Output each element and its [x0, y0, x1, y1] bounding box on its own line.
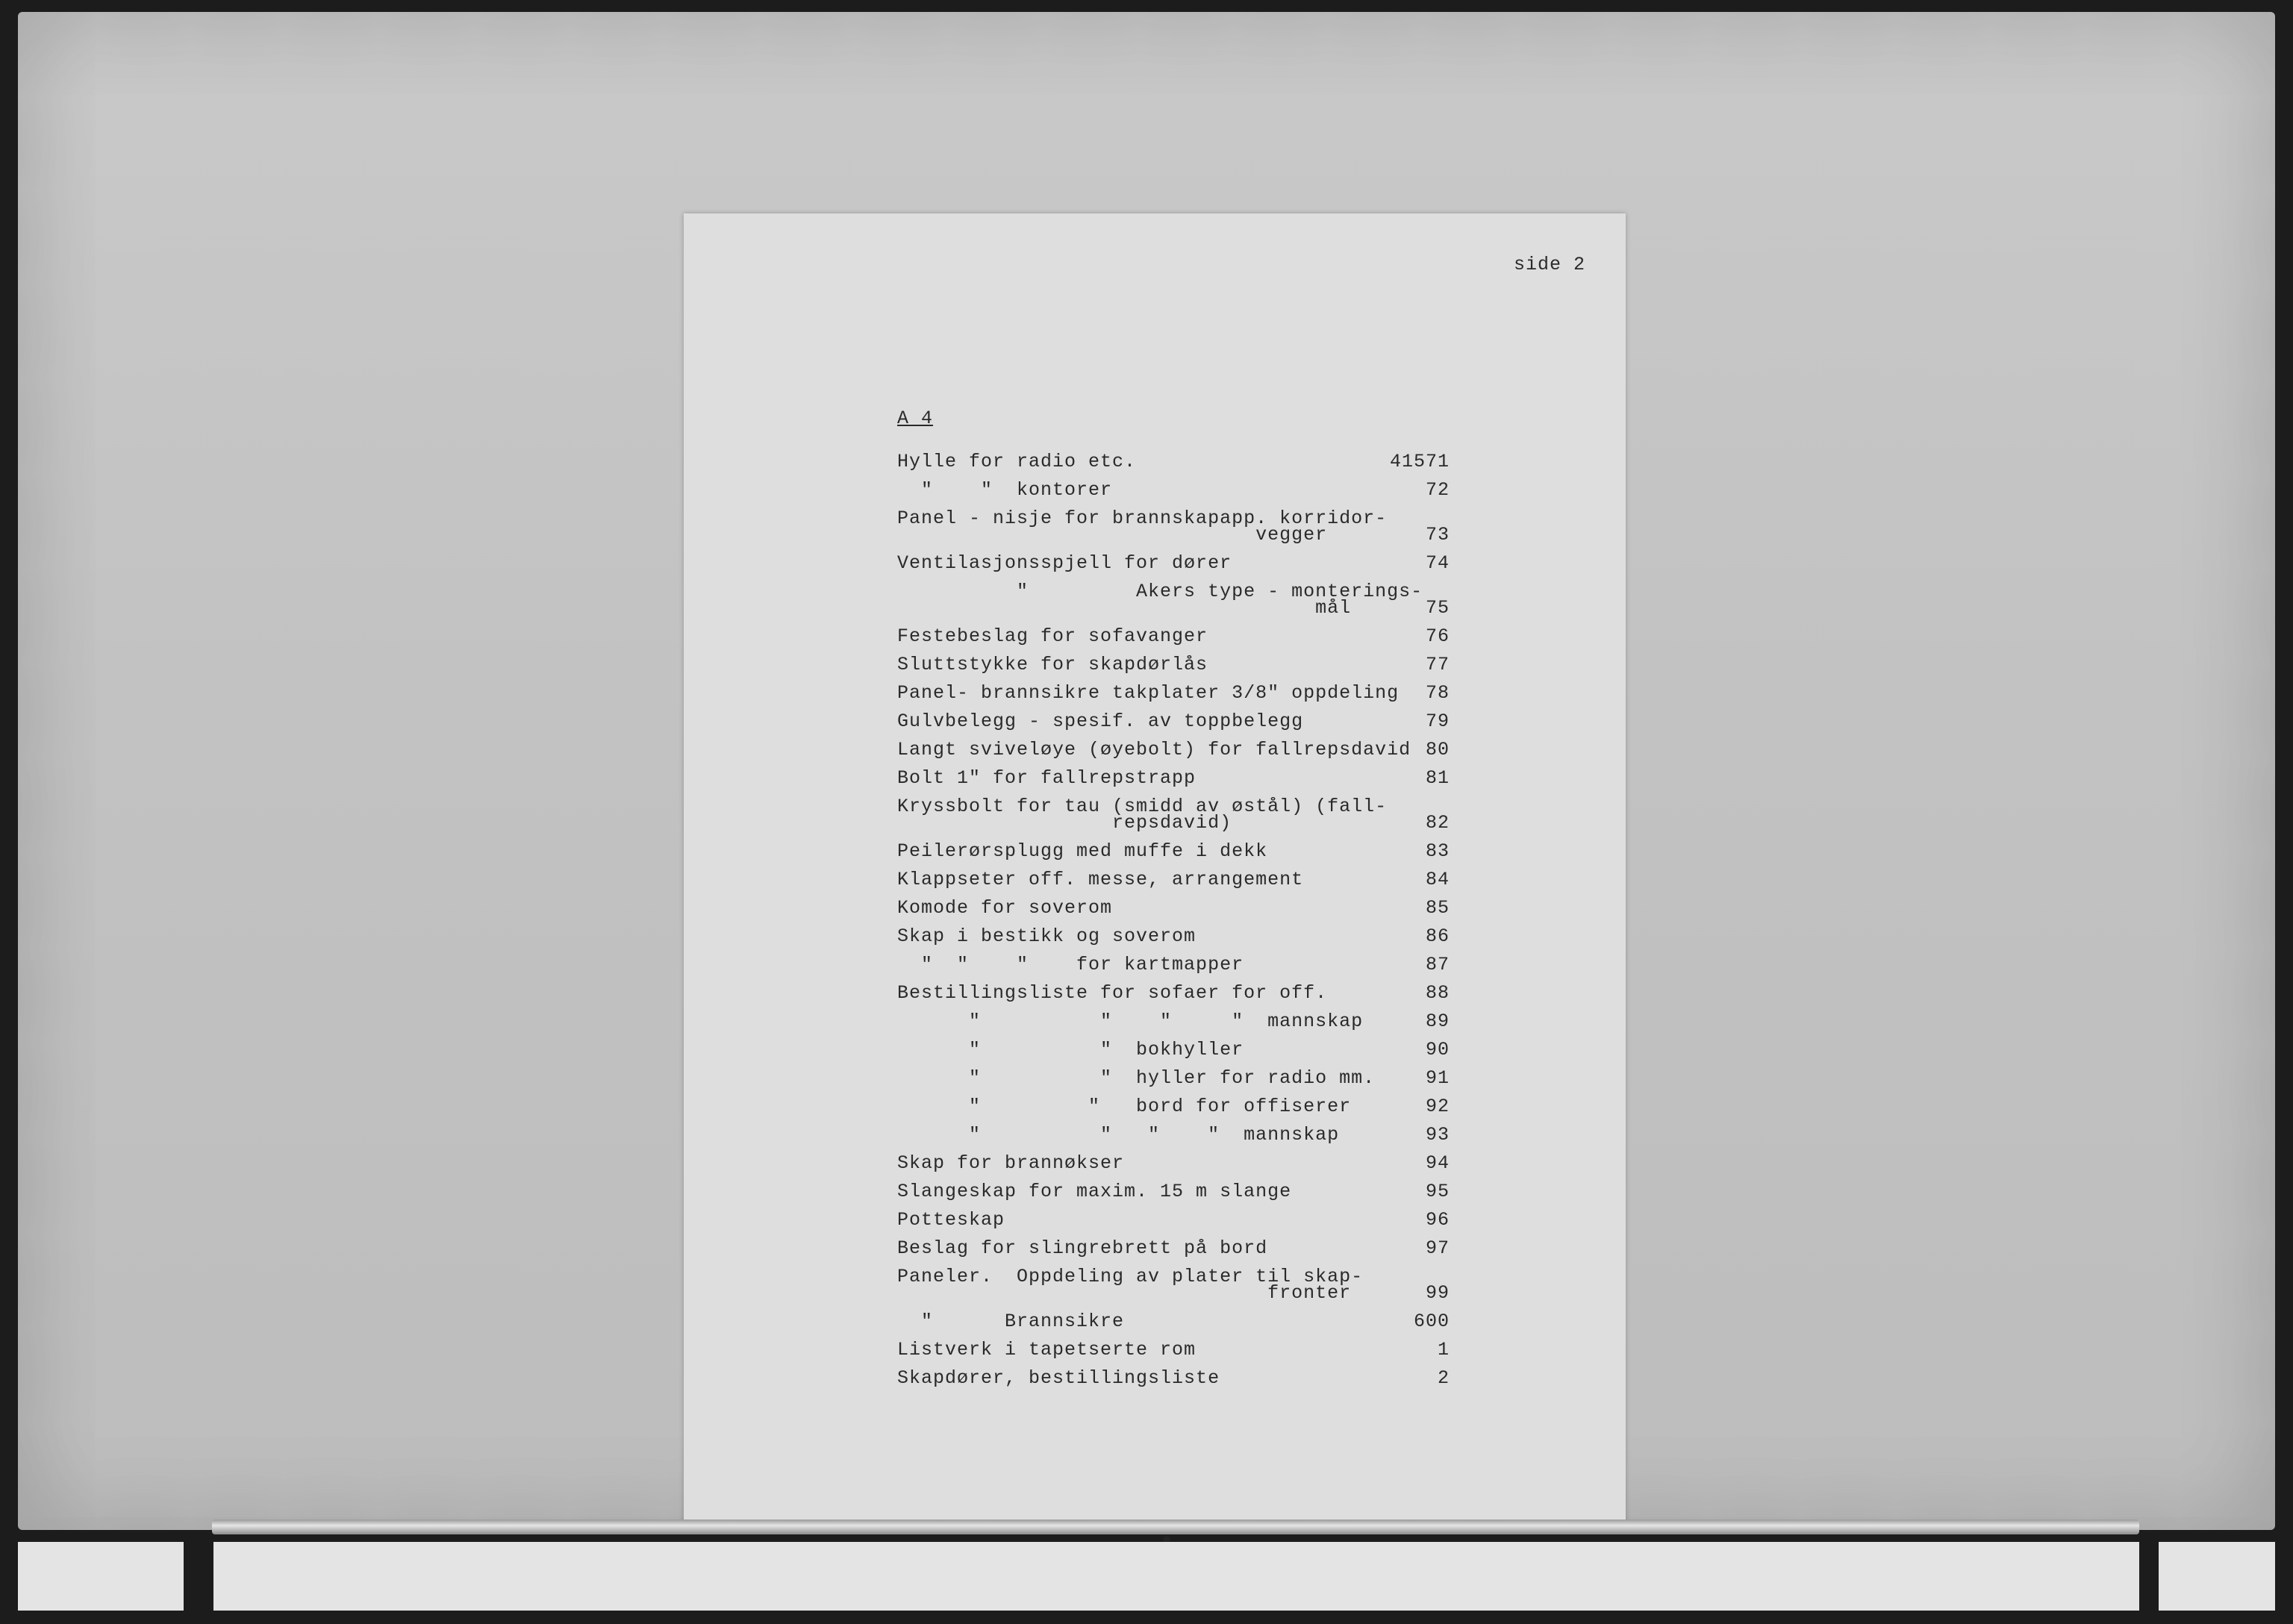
index-entry — [897, 654, 1450, 675]
index-entry — [897, 451, 1450, 472]
index-entry — [897, 1039, 1450, 1061]
entry-text: Skap i bestikk og soverom — [897, 925, 1197, 947]
entry-page-number: 85 — [1425, 897, 1450, 919]
entry-text: " Akers type - monterings- mål — [1017, 581, 1423, 619]
entry-text: " " bord for offiserer — [897, 1096, 1352, 1117]
entry-page-number: 73 — [1425, 524, 1450, 546]
entry-page-number: 86 — [1425, 925, 1450, 947]
entry-page-number: 89 — [1425, 1011, 1450, 1032]
index-entry — [897, 954, 1450, 975]
entry-text: Langt sviveløye (øyebolt) for fallrepsdavid — [897, 739, 1411, 761]
film-strip-right — [2159, 1542, 2275, 1611]
entry-page-number: 78 — [1425, 682, 1450, 704]
entry-page-number: 96 — [1425, 1209, 1450, 1231]
entry-text: Komode for soverom — [897, 897, 1113, 919]
entry-text: Potteskap — [897, 1209, 1005, 1231]
entry-page-number: 83 — [1425, 840, 1450, 862]
entry-page-number: 92 — [1425, 1096, 1450, 1117]
index-entry — [897, 796, 1450, 834]
entry-page-number: 90 — [1425, 1039, 1450, 1061]
entry-page-number: 91 — [1425, 1067, 1450, 1089]
entry-text: " " " " mannskap — [897, 1011, 1364, 1032]
entry-text: " " bokhyller — [897, 1039, 1244, 1061]
entry-page-number: 81 — [1425, 767, 1450, 789]
index-entry — [897, 1209, 1450, 1231]
entry-text: Paneler. Oppdeling av plater til skap- fronter — [897, 1266, 1364, 1304]
entry-text: Slangeskap for maxim. 15 m slange — [897, 1181, 1292, 1202]
index-entry — [897, 869, 1450, 890]
index-entry — [897, 897, 1450, 919]
entry-page-number: 75 — [1425, 597, 1450, 619]
index-entry — [897, 479, 1450, 501]
entry-page-number: 93 — [1425, 1124, 1450, 1146]
index-entry — [897, 925, 1450, 947]
film-strip-center — [213, 1542, 2139, 1611]
index-entry — [897, 1339, 1450, 1361]
entry-page-number: 2 — [1437, 1367, 1450, 1389]
entry-text: " " hyller for radio mm. — [897, 1067, 1376, 1089]
entry-page-number: 87 — [1425, 954, 1450, 975]
entry-text: Kryssbolt for tau (smidd av østål) (fall- repsdavid) — [897, 796, 1388, 834]
index-entry — [897, 581, 1450, 619]
entry-text: Festebeslag for sofavanger — [897, 625, 1208, 647]
index-entry — [897, 1096, 1450, 1117]
entry-text: Beslag for slingrebrett på bord — [897, 1237, 1268, 1259]
index-entry — [897, 1152, 1450, 1174]
entry-text: Listverk i tapetserte rom — [897, 1339, 1197, 1361]
entry-page-number: 1 — [1437, 1339, 1450, 1361]
entry-text: Klappseter off. messe, arrangement — [897, 869, 1304, 890]
entry-page-number: 88 — [1425, 982, 1450, 1004]
entry-page-number: 72 — [1425, 479, 1450, 501]
entry-text: Skapdører, bestillingsliste — [897, 1367, 1220, 1389]
document-page — [684, 213, 1626, 1524]
entry-text: Skap for brannøkser — [897, 1152, 1125, 1174]
index-entry — [897, 1266, 1450, 1304]
entry-page-number: 82 — [1425, 812, 1450, 834]
index-entry — [897, 682, 1450, 704]
index-entry — [897, 508, 1450, 546]
entry-text: Panel- brannsikre takplater 3/8" oppdeling — [897, 682, 1400, 704]
index-entry — [897, 1067, 1450, 1089]
entry-text: " " kontorer — [897, 479, 1113, 501]
entry-page-number: 79 — [1425, 710, 1450, 732]
page-number: side 2 — [1513, 254, 1585, 275]
entry-text: Hylle for radio etc. — [897, 451, 1137, 472]
entry-text: " " " for kartmapper — [897, 954, 1244, 975]
index-entry — [897, 1311, 1450, 1332]
entry-text: Sluttstykke for skapdørlås — [897, 654, 1208, 675]
index-entry — [897, 625, 1450, 647]
index-entry — [897, 1181, 1450, 1202]
index-list — [897, 451, 1450, 1399]
entry-page-number: 77 — [1425, 654, 1450, 675]
entry-page-number: 74 — [1425, 552, 1450, 574]
entry-text: Peilerørsplugg med muffe i dekk — [897, 840, 1268, 862]
index-entry — [897, 840, 1450, 862]
mounting-bar — [212, 1520, 2139, 1534]
film-strip-left — [18, 1542, 184, 1611]
entry-page-number: 99 — [1425, 1282, 1450, 1304]
entry-page-number: 41571 — [1389, 451, 1450, 472]
entry-page-number: 94 — [1425, 1152, 1450, 1174]
entry-page-number: 76 — [1425, 625, 1450, 647]
entry-page-number: 97 — [1425, 1237, 1450, 1259]
entry-page-number: 84 — [1425, 869, 1450, 890]
entry-text: " " " " mannskap — [897, 1124, 1340, 1146]
entry-text: Ventilasjonsspjell for dører — [897, 552, 1232, 574]
index-entry — [897, 767, 1450, 789]
index-entry — [897, 1124, 1450, 1146]
entry-text: Panel - nisje for brannskapapp. korridor- vegger — [897, 508, 1388, 546]
entry-text: Bestillingsliste for sofaer for off. — [897, 982, 1328, 1004]
entry-page-number: 80 — [1425, 739, 1450, 761]
section-heading: A 4 — [897, 407, 934, 429]
index-entry — [897, 1237, 1450, 1259]
index-entry — [897, 982, 1450, 1004]
index-entry — [897, 1367, 1450, 1389]
entry-page-number: 600 — [1413, 1311, 1450, 1332]
index-entry — [897, 552, 1450, 574]
index-entry — [897, 1011, 1450, 1032]
entry-text: Bolt 1" for fallrepstrapp — [897, 767, 1197, 789]
index-entry — [897, 710, 1450, 732]
index-entry — [897, 739, 1450, 761]
entry-text: " Brannsikre — [897, 1311, 1125, 1332]
entry-text: Gulvbelegg - spesif. av toppbelegg — [897, 710, 1304, 732]
entry-page-number: 95 — [1425, 1181, 1450, 1202]
